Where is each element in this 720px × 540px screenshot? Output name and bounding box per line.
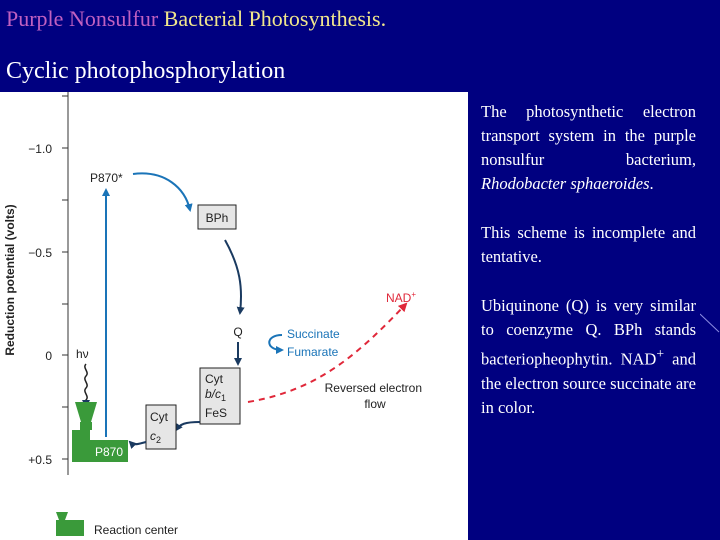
q-label: Q <box>233 325 243 339</box>
description-paragraph-1: The photosynthetic electron transport system in the purple nonsulfur bacterium, Rhodobacter sphaeroides. <box>481 102 696 193</box>
slide-title <box>6 6 386 32</box>
nad-label: NAD+ <box>386 290 417 305</box>
p870-excited-label: P870* <box>90 171 123 185</box>
reversed-flow-label: Reversed electron flow <box>324 381 423 411</box>
p870-to-bph-arrow <box>133 173 190 210</box>
tick-label-zero: 0 <box>45 349 52 363</box>
p870-label: P870 <box>94 445 124 459</box>
slide-subtitle: Cyclic photophosphorylation <box>6 58 286 84</box>
decorative-line <box>700 312 720 336</box>
hv-label: hν <box>76 347 89 361</box>
title-rest: Bacterial Photosynthesis. <box>158 6 387 31</box>
succinate-fumarate-arrow <box>269 335 282 350</box>
bph-to-q-arrow <box>225 240 241 313</box>
electron-transport-diagram <box>0 92 468 540</box>
tick-label-minus-1: −1.0 <box>28 142 52 156</box>
description-paragraph-2: This scheme is incomplete and tentative. <box>481 223 696 266</box>
cyt-c2-label: Cyt $c_2$ <box>150 410 168 445</box>
y-axis-ticks <box>62 96 68 459</box>
light-wave-icon <box>85 364 87 406</box>
cytc2-to-p870-arrow <box>130 442 146 444</box>
legend-reaction-center-icon <box>56 512 84 536</box>
title-purple-part: Purple Nonsulfur <box>6 6 159 31</box>
legend-label: Reaction center <box>94 523 179 537</box>
fumarate-label: Fumarate <box>287 345 339 359</box>
description-paragraph-3: Ubiquinone (Q) is very similar to coenzyme Q. BPh stands bacteriopheophytin. NAD+ and the electron source succinate are in color. <box>481 296 696 417</box>
cyt-bc1-label: Cyt $b/c_1$ FeS <box>205 372 228 420</box>
bph-label: BPh <box>205 211 229 225</box>
description-text <box>481 100 696 445</box>
tick-label-plus-0-5: +0.5 <box>28 453 52 467</box>
y-axis-label: Reduction potential (volts) <box>3 204 17 356</box>
cytbc1-to-cytc2-arrow <box>176 422 200 430</box>
tick-label-minus-0-5: −0.5 <box>28 246 52 260</box>
succinate-label: Succinate <box>287 327 340 341</box>
